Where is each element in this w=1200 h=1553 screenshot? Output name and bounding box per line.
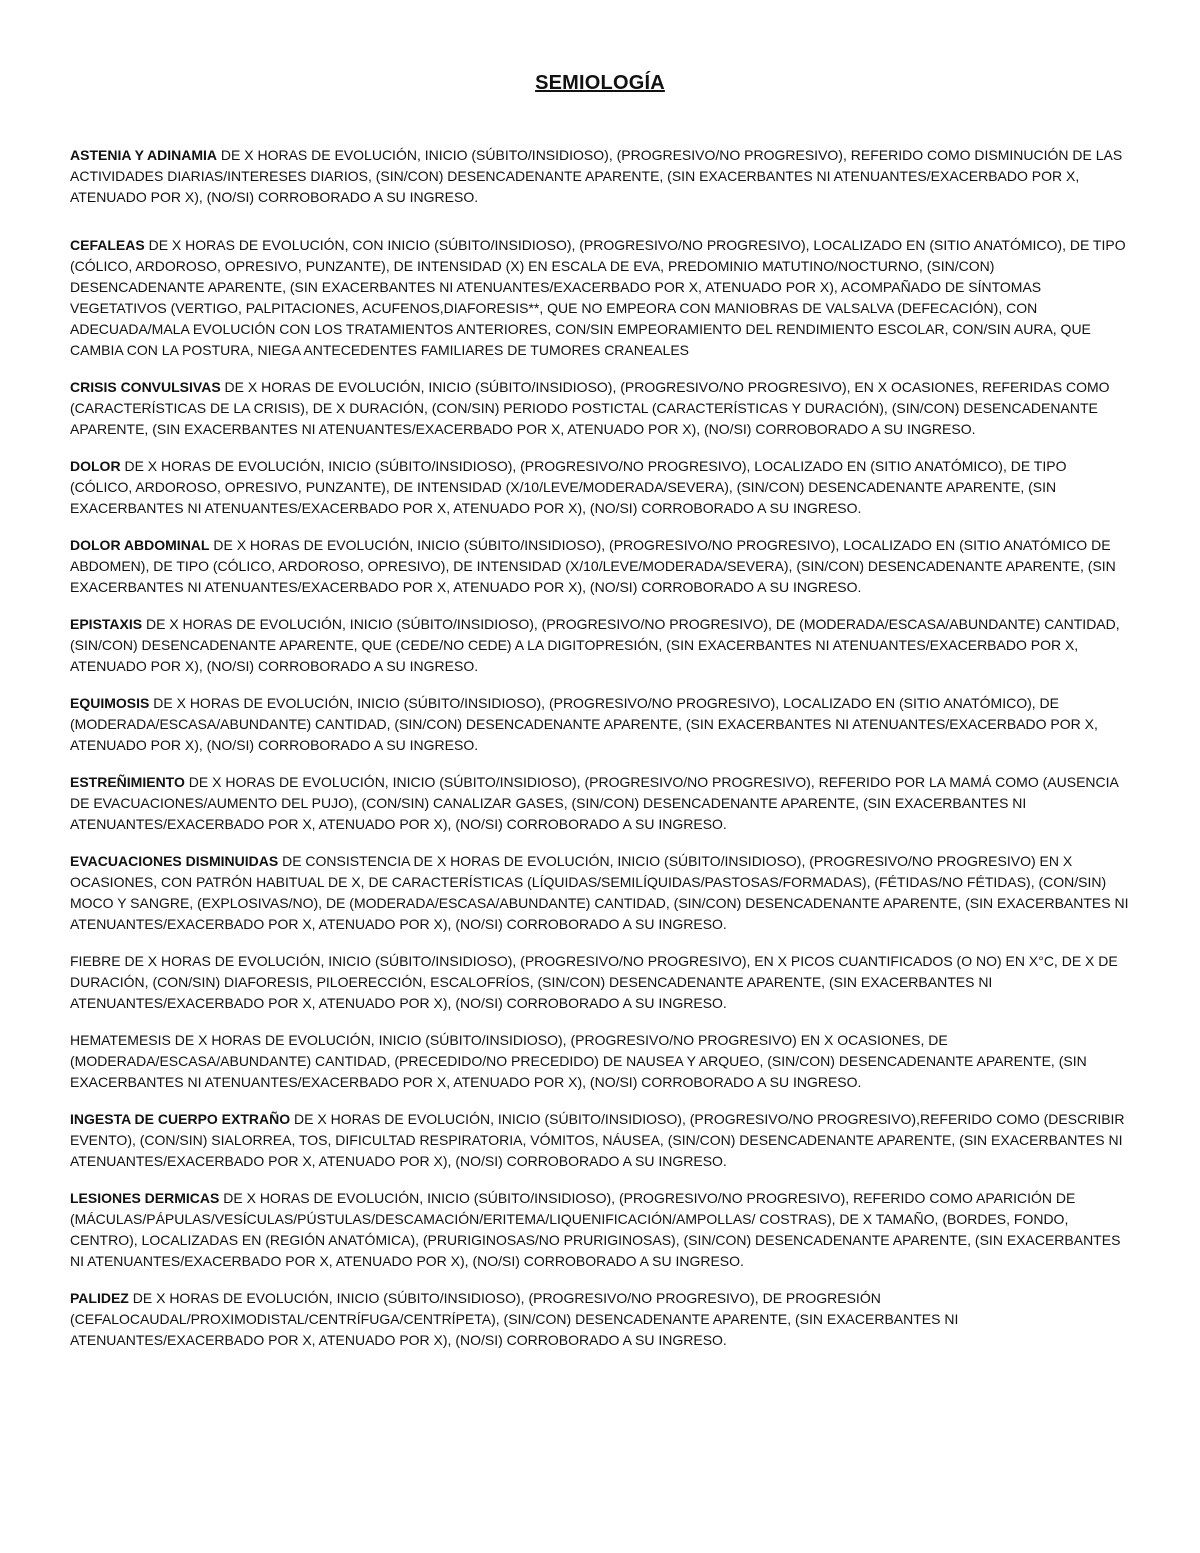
- entry-description: DE X HORAS DE EVOLUCIÓN, INICIO (SÚBITO/INSIDIOSO), (PROGRESIVO/NO PROGRESIVO), EN X PICOS CUANTIFICADOS (O NO) EN X°C, DE X DE DURACIÓN, (CON/SIN) DIAFORESIS, PILOERECCIÓN, ESCALOFRÍOS, (SIN/CON) DESENCADENANTE APARENTE, (SIN EXACERBANTES NI ATENUANTES/EXACERBADO POR X, ATENUADO POR X), (NO/SI) CORROBORADO A SU INGRESO.: [70, 953, 1118, 1011]
- page-title: SEMIOLOGÍA: [535, 72, 665, 94]
- entry-description: DE X HORAS DE EVOLUCIÓN, INICIO (SÚBITO/INSIDIOSO), (PROGRESIVO/NO PROGRESIVO), DE (MODERADA/ESCASA/ABUNDANTE) CANTIDAD, (SIN/CON) DESENCADENANTE APARENTE, QUE (CEDE/NO CEDE) A LA DIGITOPRESIÓN, (SIN EXACERBANTES NI ATENUANTES/EXACERBADO POR X, ATENUADO POR X), (NO/SI) CORROBORADO A SU INGRESO.: [70, 616, 1120, 674]
- entry-description: DE X HORAS DE EVOLUCIÓN, INICIO (SÚBITO/INSIDIOSO), (PROGRESIVO/NO PROGRESIVO), REFERIDO POR LA MAMÁ COMO (AUSENCIA DE EVACUACIONES/AUMENTO DEL PUJO), (CON/SIN) CANALIZAR GASES, (SIN/CON) DESENCADENANTE APARENTE, (SIN EXACERBANTES NI ATENUANTES/EXACERBADO POR X, ATENUADO POR X), (NO/SI) CORROBORADO A SU INGRESO.: [70, 774, 1119, 832]
- entry-term: EPISTAXIS: [70, 616, 143, 632]
- entry-term: ASTENIA Y ADINAMIA: [70, 147, 218, 163]
- entry-term: INGESTA DE CUERPO EXTRAÑO: [70, 1111, 291, 1127]
- entry-term: PALIDEZ: [70, 1290, 129, 1306]
- semiology-entry: [70, 535, 1132, 598]
- entry-term: HEMATEMESIS: [70, 1032, 171, 1048]
- entries-list: [70, 145, 1132, 1367]
- semiology-entry: [70, 1109, 1132, 1172]
- semiology-entry: [70, 614, 1132, 677]
- semiology-entry: [70, 377, 1132, 440]
- entry-description: DE X HORAS DE EVOLUCIÓN, INICIO (SÚBITO/INSIDIOSO), (PROGRESIVO/NO PROGRESIVO), REFERIDO COMO DISMINUCIÓN DE LAS ACTIVIDADES DIARIAS/INTERESES DIARIOS, (SIN/CON) DESENCADENANTE APARENTE, (SIN EXACERBANTES NI ATENUANTES/EXACERBADO POR X, ATENUADO POR X), (NO/SI) CORROBORADO A SU INGRESO.: [70, 147, 1123, 205]
- semiology-entry: [70, 145, 1132, 208]
- semiology-entry: [70, 1288, 1132, 1351]
- entry-description: DE CONSISTENCIA DE X HORAS DE EVOLUCIÓN, INICIO (SÚBITO/INSIDIOSO), (PROGRESIVO/NO PROGRESIVO) EN X OCASIONES, CON PATRÓN HABITUAL DE X, DE CARACTERÍSTICAS (LÍQUIDAS/SEMILÍQUIDAS/PASTOSAS/FORMADAS), (FÉTIDAS/NO FÉTIDAS), (CON/SIN) MOCO Y SANGRE, (EXPLOSIVAS/NO), DE (MODERADA/ESCASA/ABUNDANTE) CANTIDAD, (SIN/CON) DESENCADENANTE APARENTE, (SIN EXACERBANTES NI ATENUANTES/EXACERBADO POR X, ATENUADO POR X), (NO/SI) CORROBORADO A SU INGRESO.: [70, 853, 1129, 932]
- entry-term: EQUIMOSIS: [70, 695, 150, 711]
- semiology-entry: [70, 1188, 1132, 1272]
- entry-term: CRISIS CONVULSIVAS: [70, 379, 221, 395]
- entry-term: CEFALEAS: [70, 237, 145, 253]
- entry-description: DE X HORAS DE EVOLUCIÓN, INICIO (SÚBITO/INSIDIOSO), (PROGRESIVO/NO PROGRESIVO), REFERIDO COMO APARICIÓN DE (MÁCULAS/PÁPULAS/VESÍCULAS/PÚSTULAS/DESCAMACIÓN/ERITEMA/LIQUENIFICACIÓN/AMPOLLAS/ COSTRAS), DE X TAMAÑO, (BORDES, FONDO, CENTRO), LOCALIZADAS EN (REGIÓN ANATÓMICA), (PRURIGINOSAS/NO PRURIGINOSAS), (SIN/CON) DESENCADENANTE APARENTE, (SIN EXACERBANTES NI ATENUANTES/EXACERBADO POR X, ATENUADO POR X), (NO/SI) CORROBORADO A SU INGRESO.: [70, 1190, 1121, 1269]
- entry-description: DE X HORAS DE EVOLUCIÓN, INICIO (SÚBITO/INSIDIOSO), (PROGRESIVO/NO PROGRESIVO), DE PROGRESIÓN (CEFALOCAUDAL/PROXIMODISTAL/CENTRÍFUGA/CENTRÍPETA), (SIN/CON) DESENCADENANTE APARENTE, (SIN EXACERBANTES NI ATENUANTES/EXACERBADO POR X, ATENUADO POR X), (NO/SI) CORROBORADO A SU INGRESO.: [70, 1290, 959, 1348]
- entry-term: ESTREÑIMIENTO: [70, 774, 185, 790]
- entry-description: DE X HORAS DE EVOLUCIÓN, CON INICIO (SÚBITO/INSIDIOSO), (PROGRESIVO/NO PROGRESIVO), LOCALIZADO EN (SITIO ANATÓMICO), DE TIPO (CÓLICO, ARDOROSO, OPRESIVO, PUNZANTE), DE INTENSIDAD (X) EN ESCALA DE EVA, PREDOMINIO MATUTINO/NOCTURNO, (SIN/CON) DESENCADENANTE APARENTE, (SIN EXACERBANTES NI ATENUANTES/EXACERBADO POR X, ATENUADO POR X), ACOMPAÑADO DE SÍNTOMAS VEGETATIVOS (VERTIGO, PALPITACIONES, ACUFENOS,DIAFORESIS**, QUE NO EMPEORA CON MANIOBRAS DE VALSALVA (DEFECACIÓN), CON ADECUADA/MALA EVOLUCIÓN CON LOS TRATAMIENTOS ANTERIORES, CON/SIN EMPEORAMIENTO DEL RENDIMIENTO ESCOLAR, CON/SIN AURA, QUE CAMBIA CON LA POSTURA, NIEGA ANTECEDENTES FAMILIARES DE TUMORES CRANEALES: [70, 237, 1126, 358]
- semiology-entry: [70, 1030, 1132, 1093]
- entry-term: EVACUACIONES DISMINUIDAS: [70, 853, 279, 869]
- entry-description: DE X HORAS DE EVOLUCIÓN, INICIO (SÚBITO/INSIDIOSO), (PROGRESIVO/NO PROGRESIVO), LOCALIZADO EN (SITIO ANATÓMICO), DE TIPO (CÓLICO, ARDOROSO, OPRESIVO, PUNZANTE), DE INTENSIDAD (X/10/LEVE/MODERADA/SEVERA), (SIN/CON) DESENCADENANTE APARENTE, (SIN EXACERBANTES NI ATENUANTES/EXACERBADO POR X, ATENUADO POR X), (NO/SI) CORROBORADO A SU INGRESO.: [70, 458, 1067, 516]
- semiology-entry: [70, 693, 1132, 756]
- semiology-entry: [70, 951, 1132, 1014]
- entry-description: DE X HORAS DE EVOLUCIÓN, INICIO (SÚBITO/INSIDIOSO), (PROGRESIVO/NO PROGRESIVO), LOCALIZADO EN (SITIO ANATÓMICO), DE (MODERADA/ESCASA/ABUNDANTE) CANTIDAD, (SIN/CON) DESENCADENANTE APARENTE, (SIN EXACERBANTES NI ATENUANTES/EXACERBADO POR X, ATENUADO POR X), (NO/SI) CORROBORADO A SU INGRESO.: [70, 695, 1098, 753]
- entry-term: DOLOR ABDOMINAL: [70, 537, 210, 553]
- entry-description: DE X HORAS DE EVOLUCIÓN, INICIO (SÚBITO/INSIDIOSO), (PROGRESIVO/NO PROGRESIVO), LOCALIZADO EN (SITIO ANATÓMICO DE ABDOMEN), DE TIPO (CÓLICO, ARDOROSO, OPRESIVO), DE INTENSIDAD (X/10/LEVE/MODERADA/SEVERA), (SIN/CON) DESENCADENANTE APARENTE, (SIN EXACERBANTES NI ATENUANTES/EXACERBADO POR X, ATENUADO POR X), (NO/SI) CORROBORADO A SU INGRESO.: [70, 537, 1116, 595]
- semiology-entry: [70, 772, 1132, 835]
- entry-description: DE X HORAS DE EVOLUCIÓN, INICIO (SÚBITO/INSIDIOSO), (PROGRESIVO/NO PROGRESIVO) EN X OCASIONES, DE (MODERADA/ESCASA/ABUNDANTE) CANTIDAD, (PRECEDIDO/NO PRECEDIDO) DE NAUSEA Y ARQUEO, (SIN/CON) DESENCADENANTE APARENTE, (SIN EXACERBANTES NI ATENUANTES/EXACERBADO POR X, ATENUADO POR X), (NO/SI) CORROBORADO A SU INGRESO.: [70, 1032, 1087, 1090]
- entry-term: FIEBRE: [70, 953, 121, 969]
- entry-term: DOLOR: [70, 458, 121, 474]
- entry-term: LESIONES DERMICAS: [70, 1190, 220, 1206]
- semiology-entry: [70, 456, 1132, 519]
- semiology-entry: [70, 851, 1132, 935]
- entry-description: DE X HORAS DE EVOLUCIÓN, INICIO (SÚBITO/INSIDIOSO), (PROGRESIVO/NO PROGRESIVO),REFERIDO COMO (DESCRIBIR EVENTO), (CON/SIN) SIALORREA, TOS, DIFICULTAD RESPIRATORIA, VÓMITOS, NÁUSEA, (SIN/CON) DESENCADENANTE APARENTE, (SIN EXACERBANTES NI ATENUANTES/EXACERBADO POR X, ATENUADO POR X), (NO/SI) CORROBORADO A SU INGRESO.: [70, 1111, 1125, 1169]
- entry-description: DE X HORAS DE EVOLUCIÓN, INICIO (SÚBITO/INSIDIOSO), (PROGRESIVO/NO PROGRESIVO), EN X OCASIONES, REFERIDAS COMO (CARACTERÍSTICAS DE LA CRISIS), DE X DURACIÓN, (CON/SIN) PERIODO POSTICTAL (CARACTERÍSTICAS Y DURACIÓN), (SIN/CON) DESENCADENANTE APARENTE, (SIN EXACERBANTES NI ATENUANTES/EXACERBADO POR X, ATENUADO POR X), (NO/SI) CORROBORADO A SU INGRESO.: [70, 379, 1110, 437]
- semiology-entry: [70, 235, 1132, 361]
